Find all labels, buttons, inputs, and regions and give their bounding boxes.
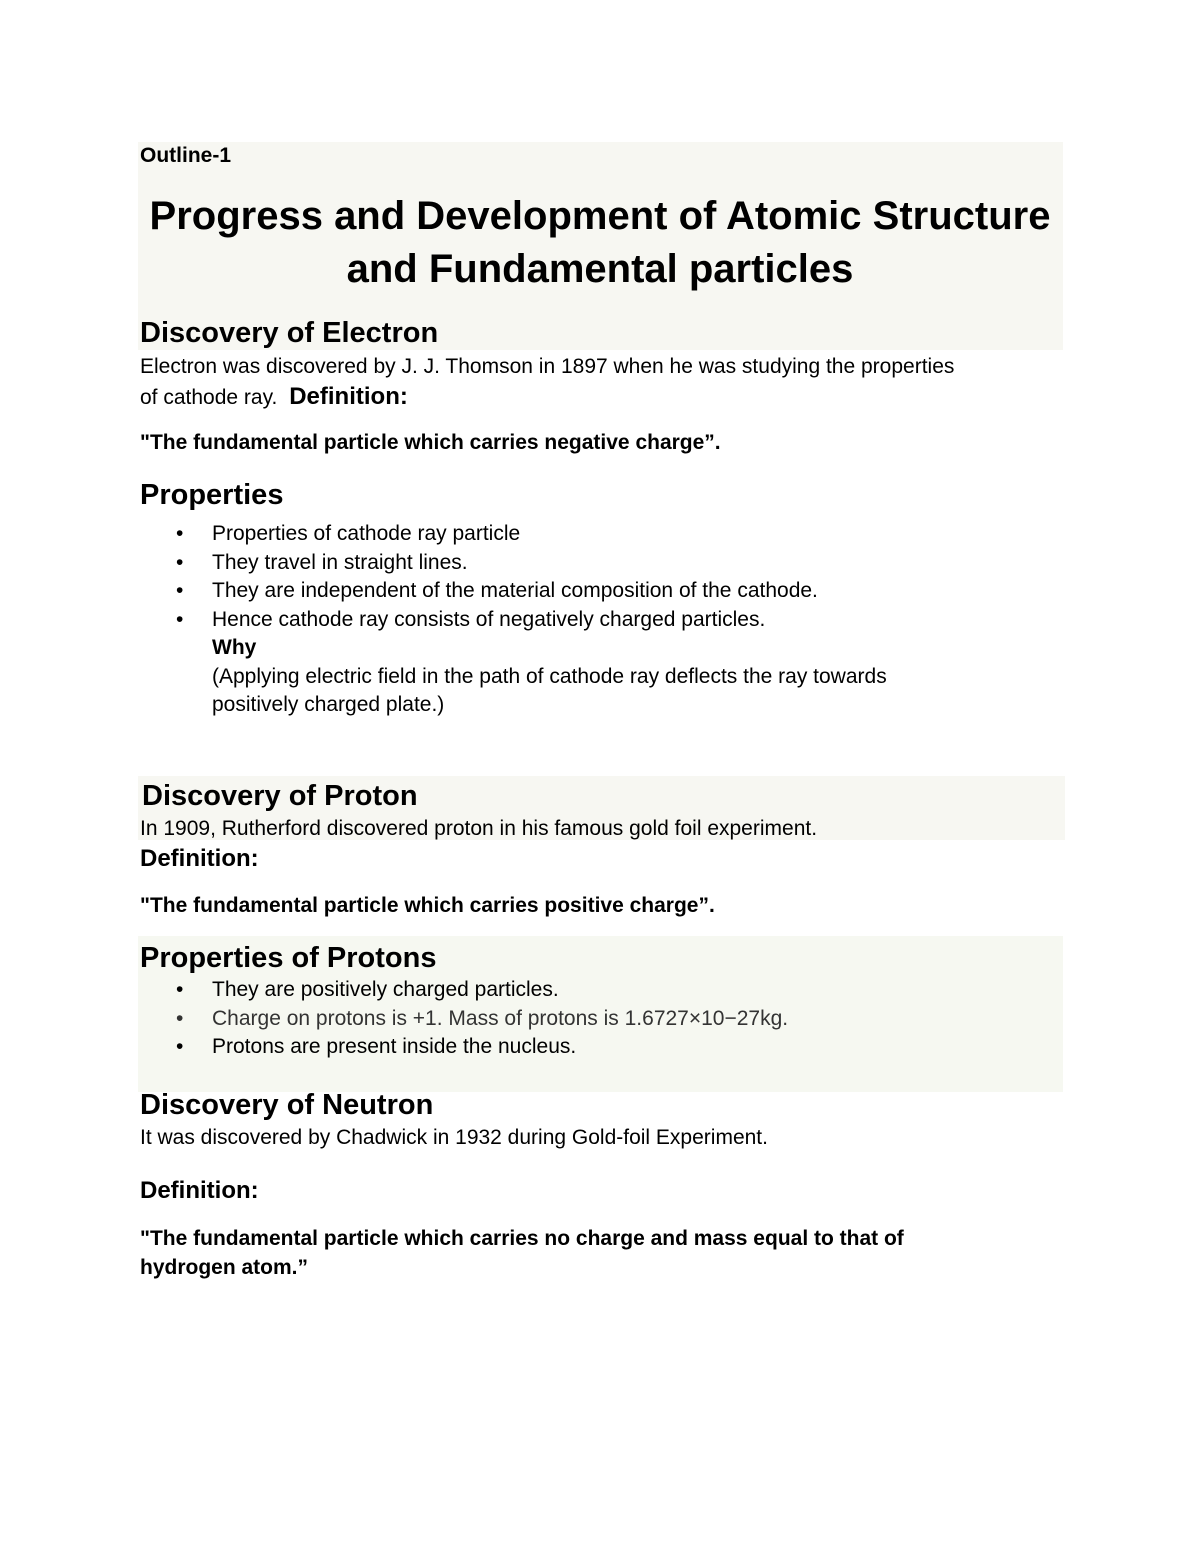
why-explanation-line2: positively charged plate.) [212,693,445,716]
list-item [140,1005,788,1034]
list-item-text: Hence cathode ray consists of negatively charged particles. [212,607,766,631]
electron-properties-list [140,520,887,720]
list-item-text: They are positively charged particles. [212,978,559,1001]
electron-definition: "The fundamental particle which carries negative charge”. [140,431,721,454]
proton-heading: Discovery of Proton [142,780,418,812]
neutron-definition-line1: "The fundamental particle which carries no charge and mass equal to that of [140,1227,904,1250]
list-item-text: Properties of cathode ray particle [212,522,521,545]
list-item [140,976,788,1005]
bullet-icon: • [176,550,184,574]
electron-text-line1: Electron was discovered by J. J. Thomson in 1897 when he was studying the properties [140,355,955,378]
list-item [140,577,887,606]
why-label: Why [212,636,257,659]
list-item-text: They travel in straight lines. [212,550,468,574]
bullet-icon: • [176,978,184,1001]
neutron-text: It was discovered by Chadwick in 1932 during Gold-foil Experiment. [140,1126,768,1149]
bullet-icon: • [176,1035,184,1058]
list-item [140,606,887,720]
electron-heading: Discovery of Electron [140,317,439,349]
proton-properties-heading: Properties of Protons [140,942,437,974]
proton-text: In 1909, Rutherford discovered proton in his famous gold foil experiment. [140,817,818,840]
neutron-heading: Discovery of Neutron [140,1089,434,1121]
outline-label: Outline-1 [140,144,232,167]
bullet-icon: • [176,522,184,545]
bullet-icon: • [176,1006,184,1030]
list-item [140,1033,788,1062]
neutron-definition-label: Definition: [140,1177,259,1204]
page-title: Progress and Development of Atomic Structure and Fundamental particles [149,194,1051,291]
why-explanation-line1: (Applying electric field in the path of cathode ray deflects the ray towards [212,664,887,688]
bullet-icon: • [176,607,184,631]
electron-definition-label: Definition: [289,383,408,410]
list-item-text: Protons are present inside the nucleus. [212,1035,577,1058]
list-item-text: Charge on protons is +1. Mass of protons is 1.6727×10−27kg. [212,1006,789,1030]
proton-definition-label: Definition: [140,845,259,872]
proton-properties-list [140,976,788,1062]
properties-heading: Properties [140,479,284,511]
electron-text-line2-text: of cathode ray. [140,386,278,409]
list-item [140,549,887,578]
bullet-icon: • [176,579,184,602]
list-item-text: They are independent of the material composition of the cathode. [212,579,818,602]
proton-definition: "The fundamental particle which carries positive charge”. [140,894,715,917]
list-item [140,520,887,549]
electron-text-line2 [140,382,408,413]
neutron-definition-line2: hydrogen atom.” [140,1256,309,1279]
